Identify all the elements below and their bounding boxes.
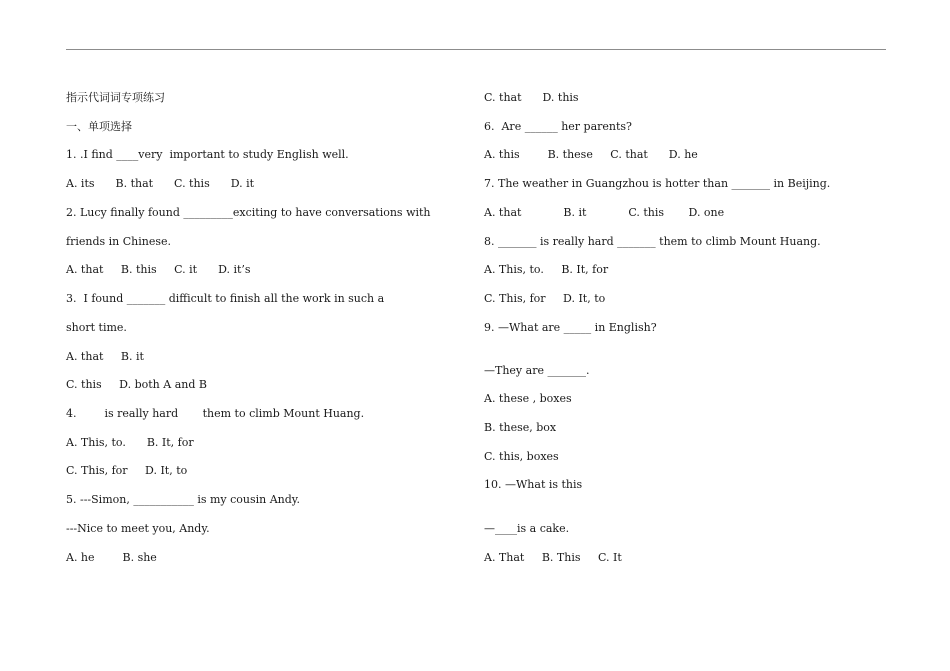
- options-5a: A. he B. she: [66, 551, 157, 564]
- options-7: A. that B. it C. this D. one: [484, 206, 725, 219]
- question-5: 5. ---Simon, ___________ is my cousin Andy.: [66, 493, 301, 506]
- question-9: 9. —What are _____ in English?: [484, 321, 657, 334]
- options-9b: B. these, box: [484, 421, 557, 434]
- question-3-cont: short time.: [66, 321, 127, 334]
- section-heading: 一、单项选择: [66, 120, 132, 133]
- options-9c: C. this, boxes: [484, 450, 559, 463]
- question-6: 6. Are ______ her parents?: [484, 120, 632, 133]
- options-2: A. that B. this C. it D. it’s: [66, 263, 251, 276]
- options-3a: A. that B. it: [66, 350, 144, 363]
- worksheet-title: 指示代词词专项练习: [66, 91, 165, 104]
- question-10-reply: —____is a cake.: [484, 522, 570, 535]
- question-8: 8. _______ is really hard _______ them to climb Mount Huang.: [484, 235, 821, 248]
- options-4a: A. This, to. B. It, for: [66, 436, 194, 449]
- options-4b: C. This, for D. It, to: [66, 464, 188, 477]
- question-2: 2. Lucy finally found _________exciting to have conversations with: [66, 206, 431, 219]
- options-6: A. this B. these C. that D. he: [484, 148, 698, 161]
- options-9a: A. these , boxes: [484, 392, 572, 405]
- question-1: 1. .I find ____very important to study English well.: [66, 148, 349, 161]
- question-2-cont: friends in Chinese.: [66, 235, 171, 248]
- options-5b: C. that D. this: [484, 91, 579, 104]
- question-7: 7. The weather in Guangzhou is hotter than _______ in Beijing.: [484, 177, 831, 190]
- question-9-reply: —They are _______.: [484, 364, 590, 377]
- options-8a: A. This, to. B. It, for: [484, 263, 609, 276]
- options-10: A. That B. This C. It: [484, 551, 622, 564]
- question-5-reply: ---Nice to meet you, Andy.: [66, 522, 210, 535]
- options-3b: C. this D. both A and B: [66, 378, 207, 391]
- question-4: 4. is really hard them to climb Mount Huang.: [66, 407, 365, 420]
- question-10: 10. —What is this: [484, 478, 583, 491]
- options-8b: C. This, for D. It, to: [484, 292, 606, 305]
- options-1: A. its B. that C. this D. it: [66, 177, 255, 190]
- question-3: 3. I found _______ difficult to finish all the work in such a: [66, 292, 385, 305]
- header-rule: [66, 49, 886, 50]
